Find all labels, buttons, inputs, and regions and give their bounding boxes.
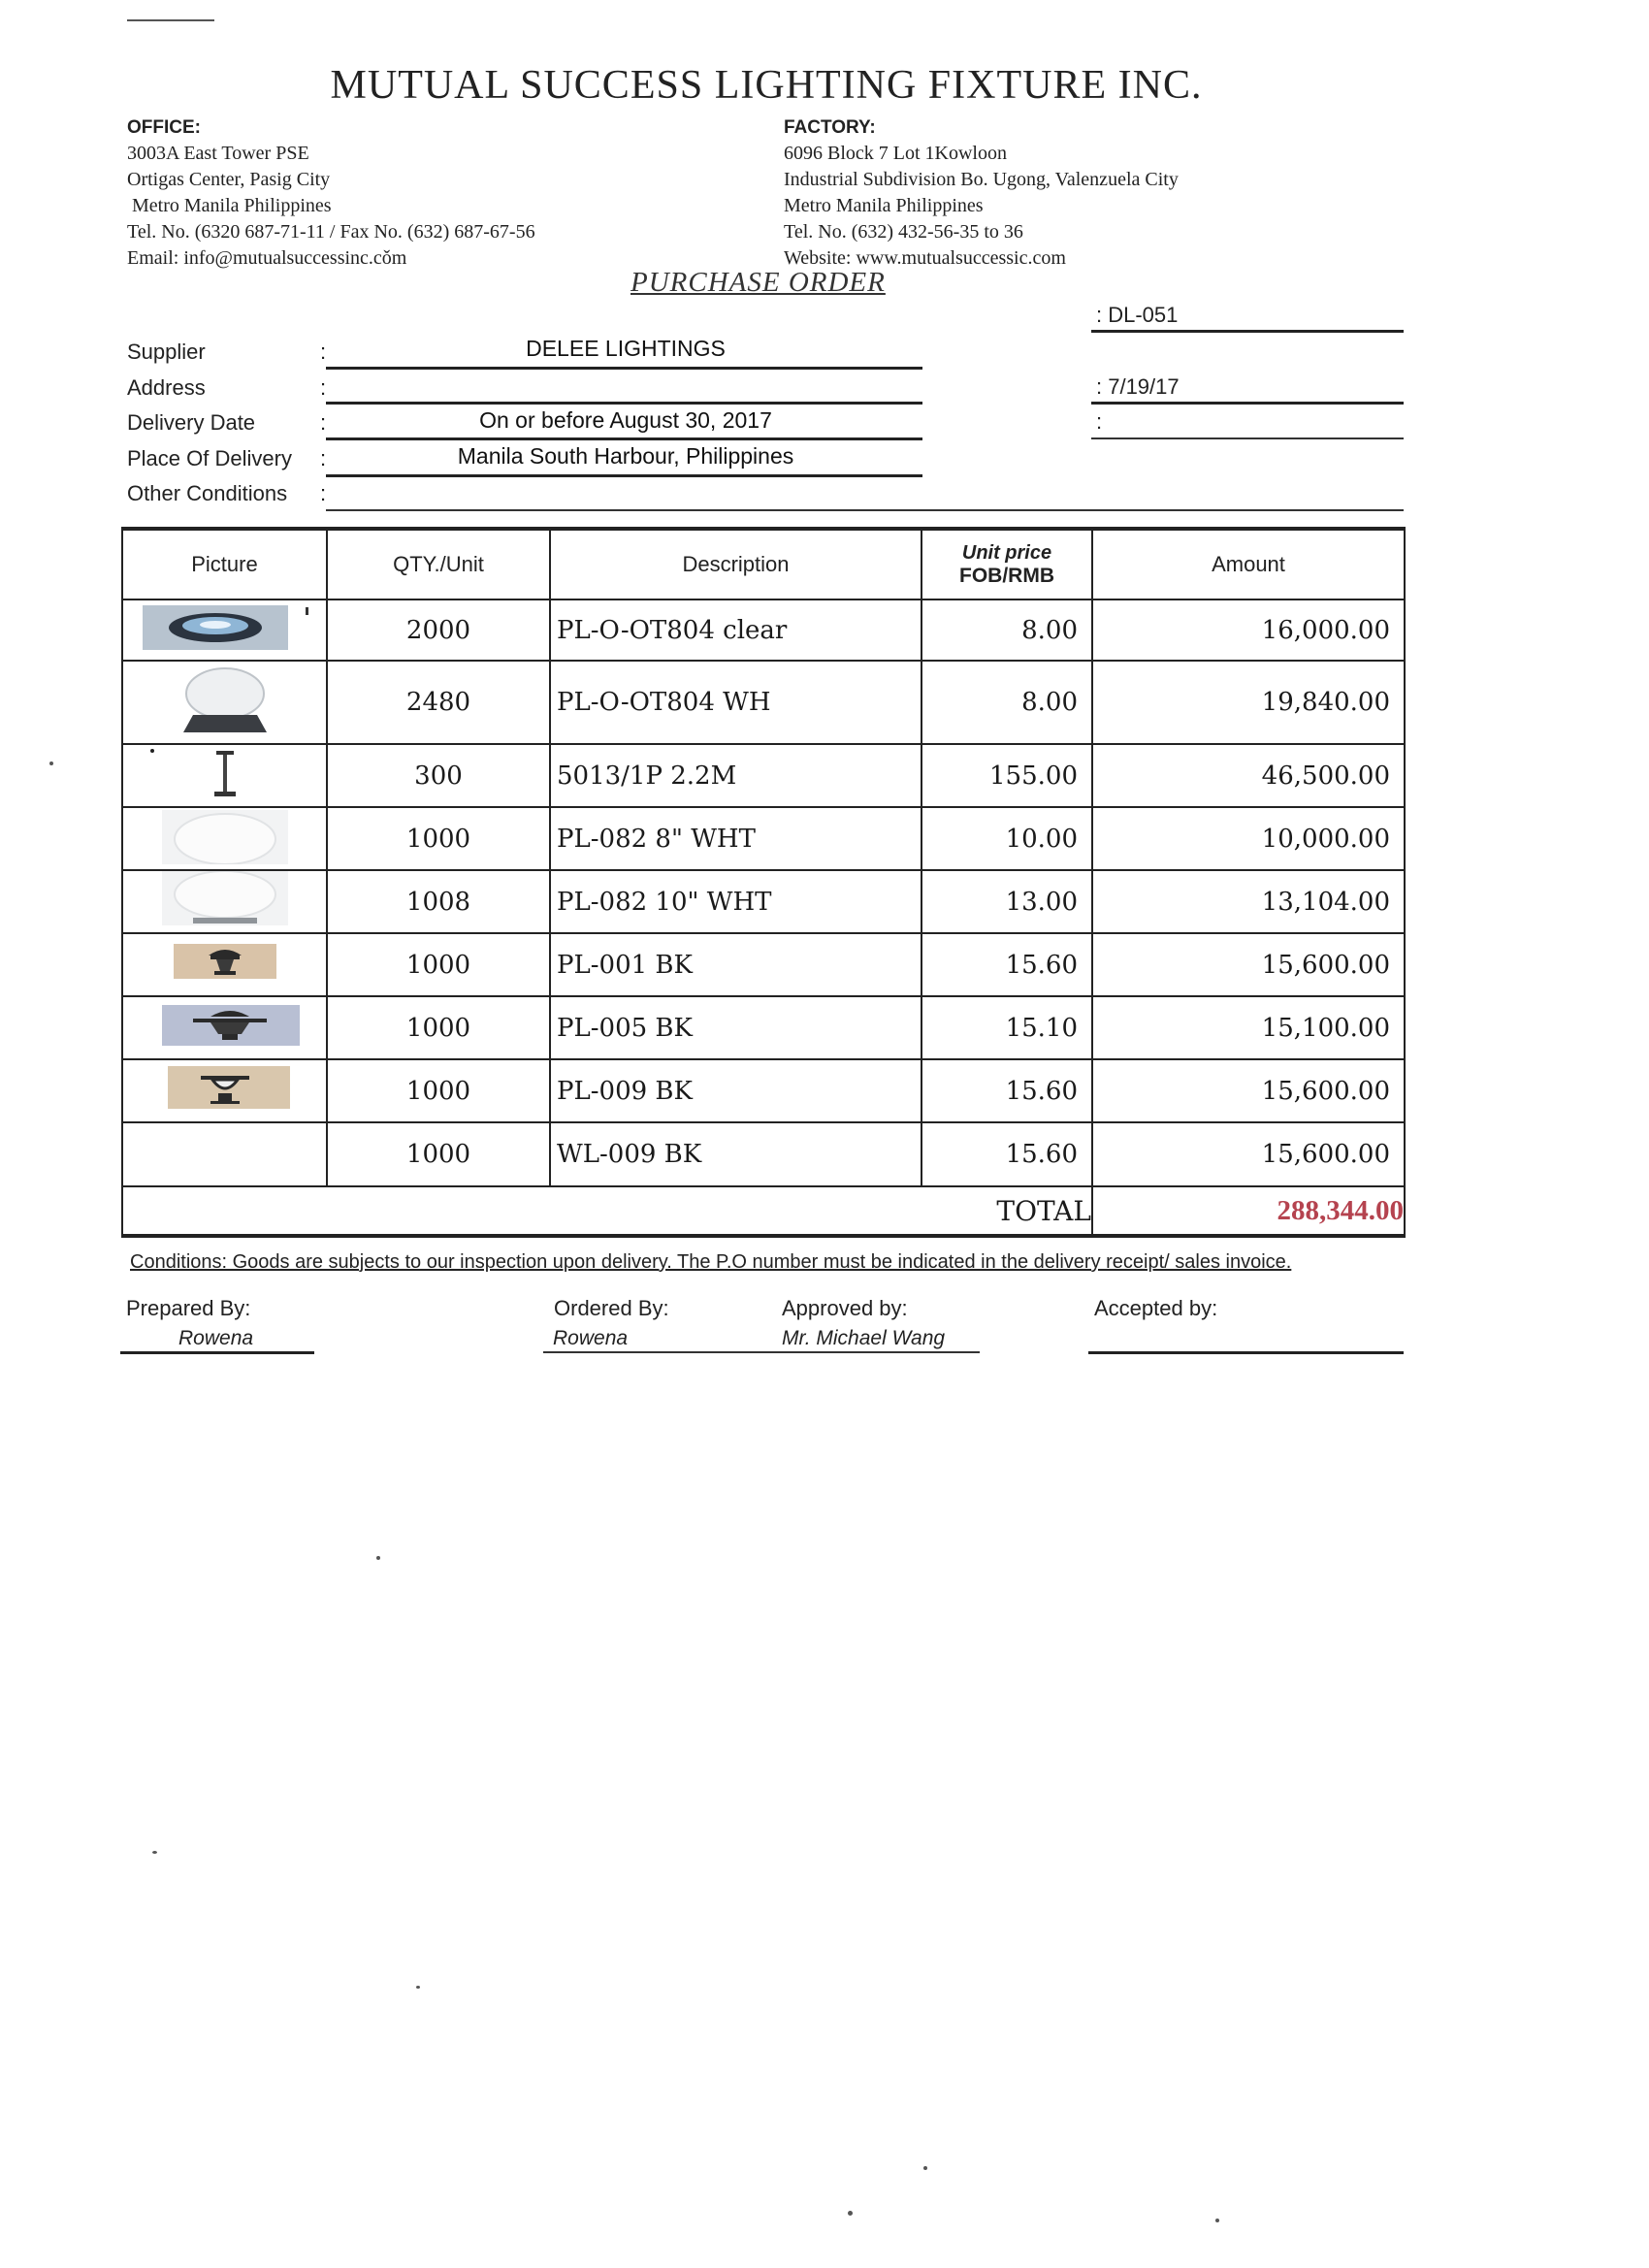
prepared-by-label: Prepared By: [126,1296,251,1320]
unit-price-cell: 8.00 [922,599,1092,661]
qty-cell: 1000 [327,933,550,996]
product-picture-cell [122,599,327,661]
table-row [122,1122,1405,1186]
address-underline [326,402,922,405]
qty-cell: 1008 [327,870,550,933]
delivery-date-underline [326,437,922,440]
other-conditions-underline [326,509,1404,511]
qty-cell: 2480 [327,661,550,744]
unit-price-cell: 10.00 [922,807,1092,870]
factory-line: 6096 Block 7 Lot 1Kowloon [784,143,1007,164]
place-of-delivery-underline [326,474,922,477]
unit-price-cell: 13.00 [922,870,1092,933]
qty-cell: 2000 [327,599,550,661]
accepted-by-label: Accepted by: [1094,1296,1218,1320]
accepted-by-underline [1088,1351,1404,1354]
supplier-underline [326,367,922,370]
table-row [122,870,1405,933]
blank-meta-field: : [1096,409,1103,434]
factory-line: Tel. No. (632) 432-56-35 to 36 [784,221,1023,243]
total-row [122,1186,1405,1236]
ordered-by-label: Ordered By: [554,1296,669,1320]
scan-speck [376,1556,380,1560]
header-qty: QTY./Unit [327,529,550,599]
lamp-pl001-image [133,934,317,990]
lamp-pl009-image [133,1060,317,1117]
ordered-approved-underline [543,1351,980,1353]
header-unit-price [922,529,1092,599]
factory-line: Industrial Subdivision Bo. Ugong, Valenzuela City [784,169,1179,190]
qty-cell: 1000 [327,996,550,1059]
place-of-delivery-value: Manila South Harbour, Philippines [457,443,794,469]
factory-line: Website: www.mutualsuccessic.com [784,247,1066,269]
scan-mark [127,19,214,21]
table-row [122,1059,1405,1122]
po-date: : 7/19/17 [1096,374,1180,399]
lamp-globe-8-image [133,808,317,864]
delivery-date-label: Delivery Date [127,410,256,435]
office-line: 3003A East Tower PSE [127,143,309,164]
scan-speck [923,2166,927,2170]
description-cell: PL-O-OT804 WH [550,661,922,744]
po-number-underline [1091,330,1404,333]
ordered-by-name: Rowena [553,1327,629,1349]
qty-cell: 1000 [327,1122,550,1186]
prepared-by-name: Rowena [178,1327,254,1349]
amount-cell: 13,104.00 [1092,870,1405,933]
amount-cell: 19,840.00 [1092,661,1405,744]
prepared-by-underline [120,1351,314,1354]
conditions-note: Conditions: Goods are subjects to our inspection upon delivery. The P.O number must be indicated in the delivery receipt/ sales invoice. [130,1251,1292,1273]
amount-cell: 16,000.00 [1092,599,1405,661]
delivery-date-value: On or before August 30, 2017 [479,407,772,433]
product-picture-cell [122,1059,327,1122]
product-picture-cell [122,744,327,807]
table-row [122,599,1405,661]
amount-cell: 15,600.00 [1092,933,1405,996]
factory-address-block [784,114,1179,272]
other-conditions-colon: : [320,481,327,505]
lamp-white-globe-image [133,664,317,736]
header-unit-price-line2: FOB/RMB [959,564,1054,587]
other-conditions-label: Other Conditions [127,481,288,505]
lamp-clear-dome-image [133,601,317,654]
supplier-label: Supplier [127,340,206,364]
table-row [122,996,1405,1059]
table-header-row [122,529,1405,599]
office-line: Ortigas Center, Pasig City [127,169,331,190]
office-line: Tel. No. (6320 687-71-11 / Fax No. (632) 687-67-56 [127,221,535,243]
po-number: : DL-051 [1096,303,1179,327]
description-cell: WL-009 BK [550,1122,922,1186]
header-picture: Picture [122,529,327,599]
office-heading: OFFICE: [127,117,201,138]
office-address-block [127,114,535,272]
scan-speck [49,761,53,765]
document-title: PURCHASE ORDER [630,267,886,298]
blank-meta-underline [1091,437,1404,439]
total-value: 288,344.00 [1092,1186,1405,1236]
approved-by-label: Approved by: [782,1296,908,1320]
description-cell: 5013/1P 2.2M [550,744,922,807]
place-of-delivery-colon: : [320,446,327,470]
scan-speck [416,1986,420,1989]
header-description: Description [550,529,922,599]
supplier-value: DELEE LIGHTINGS [526,336,726,361]
qty-cell: 1000 [327,1059,550,1122]
description-cell: PL-005 BK [550,996,922,1059]
product-picture-cell [122,807,327,870]
office-line: Email: info@mutualsuccessinc.cǒm [127,247,407,269]
delivery-date-colon: : [320,410,327,435]
product-picture-cell [122,1122,327,1186]
unit-price-cell: 15.60 [922,1059,1092,1122]
table-row [122,744,1405,807]
unit-price-cell: 15.60 [922,1122,1092,1186]
supplier-colon: : [320,340,327,364]
unit-price-cell: 8.00 [922,661,1092,744]
table-row [122,933,1405,996]
description-cell: PL-082 8" WHT [550,807,922,870]
amount-cell: 46,500.00 [1092,744,1405,807]
header-unit-price-line1: Unit price [961,541,1052,564]
total-label: TOTAL [122,1186,1092,1236]
approved-by-name: Mr. Michael Wang [782,1327,946,1349]
factory-heading: FACTORY: [784,117,876,138]
amount-cell: 10,000.00 [1092,807,1405,870]
office-line: Metro Manila Philippines [127,195,332,216]
description-cell: PL-O-OT804 clear [550,599,922,661]
description-cell: PL-009 BK [550,1059,922,1122]
amount-cell: 15,100.00 [1092,996,1405,1059]
po-date-underline [1091,402,1404,405]
product-picture-cell [122,661,327,744]
table-row [122,807,1405,870]
qty-cell: 1000 [327,807,550,870]
scan-speck [848,2211,853,2216]
product-picture-cell [122,870,327,933]
order-items-table [121,527,1406,1238]
unit-price-cell: 155.00 [922,744,1092,807]
product-picture-cell [122,933,327,996]
scan-speck [1215,2219,1219,2222]
header-amount: Amount [1092,529,1405,599]
lamp-pl005-image [133,997,317,1053]
address-colon: : [320,375,327,400]
description-cell: PL-082 10" WHT [550,870,922,933]
scan-speck [152,1851,157,1854]
unit-price-cell: 15.10 [922,996,1092,1059]
place-of-delivery-label: Place Of Delivery [127,446,292,470]
amount-cell: 15,600.00 [1092,1122,1405,1186]
amount-cell: 15,600.00 [1092,1059,1405,1122]
unit-price-cell: 15.60 [922,933,1092,996]
company-name: MUTUAL SUCCESS LIGHTING FIXTURE INC. [330,63,1203,108]
table-row [122,661,1405,744]
qty-cell: 300 [327,744,550,807]
product-picture-cell [122,996,327,1059]
factory-line: Metro Manila Philippines [784,195,984,216]
address-label: Address [127,375,206,400]
description-cell: PL-001 BK [550,933,922,996]
lamp-globe-10-image [133,871,317,927]
lamp-post-image [133,745,317,801]
